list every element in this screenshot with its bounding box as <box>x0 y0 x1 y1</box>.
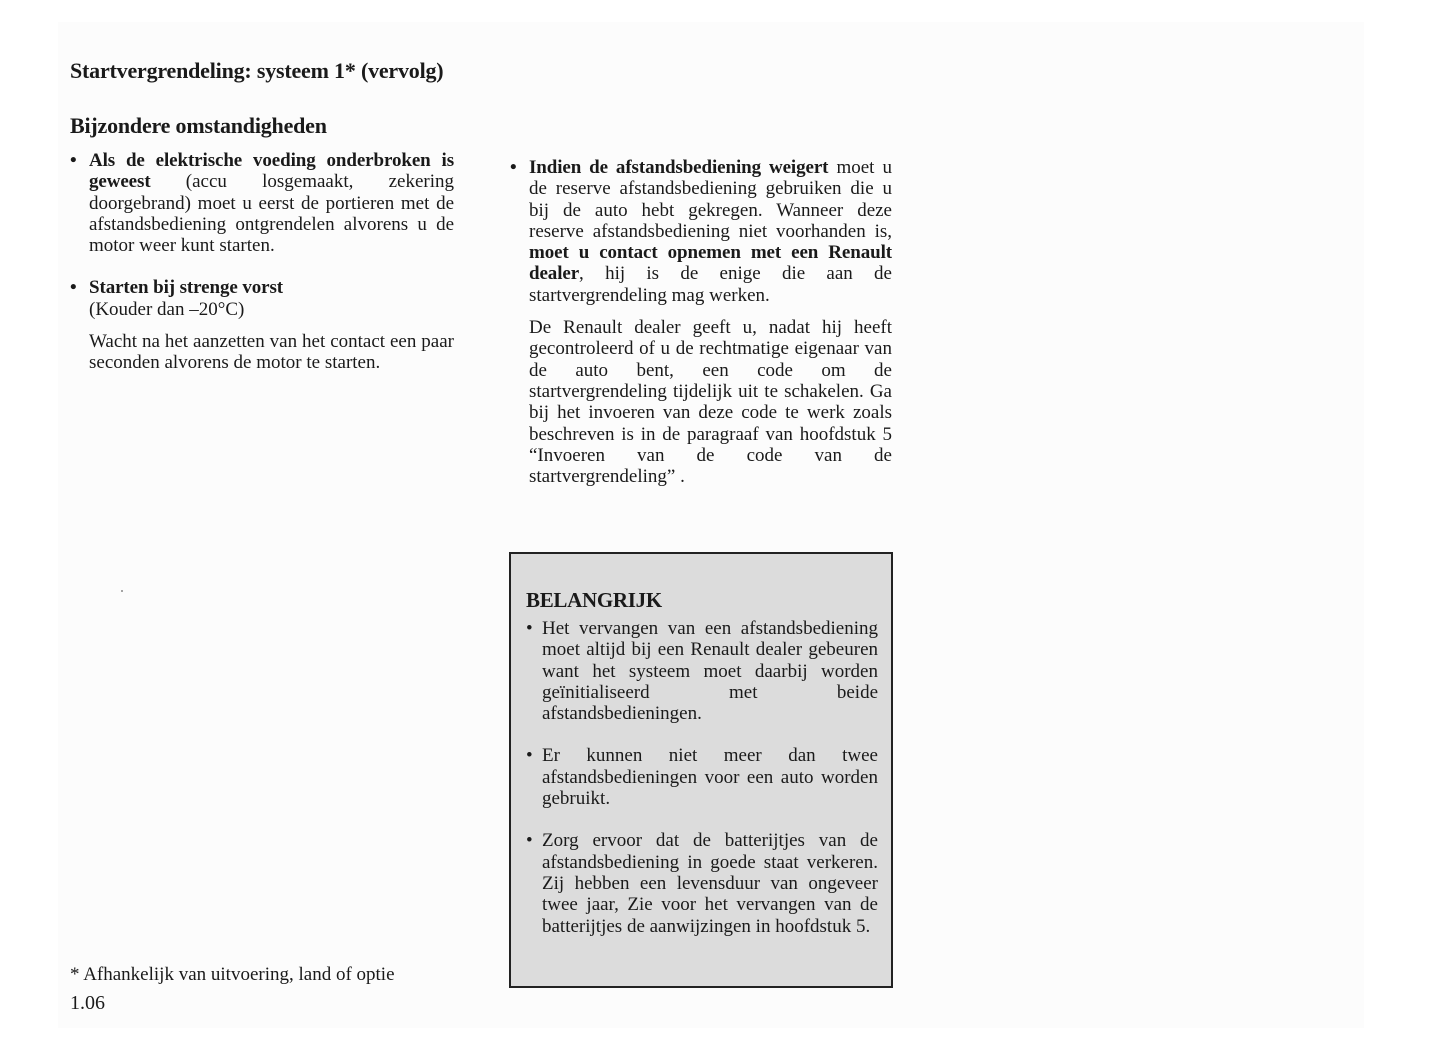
bullet-dot: • <box>510 157 517 178</box>
middle-column <box>510 157 892 487</box>
important-item <box>526 745 878 809</box>
important-item-text: Het vervangen van een afstandsbediening moet altijd bij een Renault dealer gebeuren want het systeem moet daarbij worden geïnitialiseerd met beide afstandsbedieningen. <box>542 618 878 725</box>
bullet-bold-text: Als de elektrische voeding onderbroken is geweest <box>89 150 454 193</box>
bullet-dot: • <box>526 830 533 852</box>
bullet-dot: • <box>70 150 77 171</box>
bullet-dot: • <box>526 618 533 639</box>
print-speck <box>121 590 123 592</box>
dealer-code-paragraph: De Renault dealer geeft u, nadat hij heeft gecontroleerd of u de rechtmatige eigenaar van de auto bent, een code om de startvergrendeling tijdelijk uit te schakelen. Ga bij het invoeren van deze code te werk zoals beschreven is in de paragraaf van hoofdstuk 5 “Invoeren van de code van de startvergrendeling” . <box>529 317 892 488</box>
bullet-severe-frost <box>70 277 454 320</box>
left-column <box>70 60 454 374</box>
page-title: Startvergrendeling: systeem 1* (vervolg) <box>70 58 444 83</box>
bullet-bold-text: Indien de afstandsbediening weigert <box>529 157 829 178</box>
bullet-dot: • <box>526 745 533 767</box>
section-heading: Bijzondere omstandigheden <box>70 113 327 138</box>
important-item-text: Zorg ervoor dat de batterijtjes van de afstandsbediening in goede staat verkeren. Zij hebben een levensduur van ongeveer twee jaar, Zie voor het vervangen van de batterijtjes de aanwijzingen in hoofdstuk 5. <box>542 830 878 937</box>
important-item-text: Er kunnen niet meer dan twee afstandsbedieningen voor een auto worden gebruikt. <box>542 745 878 810</box>
temperature-note: (Kouder dan –20°C) <box>89 298 245 320</box>
important-notice-box <box>509 552 893 988</box>
bullet-body-text-2: , hij is de enige die aan de startvergrendeling mag werken. <box>529 263 892 306</box>
bullet-body-text: moet u de reserve afstandsbediening gebruiken die u bij de auto hebt gekregen. Wanneer deze reserve afstandsbediening niet voorhanden is, <box>529 157 893 242</box>
important-item <box>526 830 878 936</box>
important-item <box>526 618 878 724</box>
bullet-dot: • <box>70 277 77 299</box>
bullet-bold-text-2: moet u contact opnemen met een Renault dealer <box>529 242 892 285</box>
bullet-remote-fails <box>510 157 892 306</box>
footnote: * Afhankelijk van uitvoering, land of optie <box>70 964 395 985</box>
important-title: BELANGRIJK <box>526 588 662 612</box>
bullet-power-interrupted <box>70 150 454 256</box>
page-number: 1.06 <box>70 992 105 1014</box>
bullet-body-text: (accu losgemaakt, zekering doorgebrand) moet u eerst de portieren met de afstandsbediening ontgrendelen alvorens u de motor weer kunt starten. <box>89 171 454 257</box>
frost-instructions: Wacht na het aanzetten van het contact een paar seconden alvorens de motor te starten. <box>89 331 454 374</box>
bullet-bold-text: Starten bij strenge vorst <box>89 277 283 299</box>
